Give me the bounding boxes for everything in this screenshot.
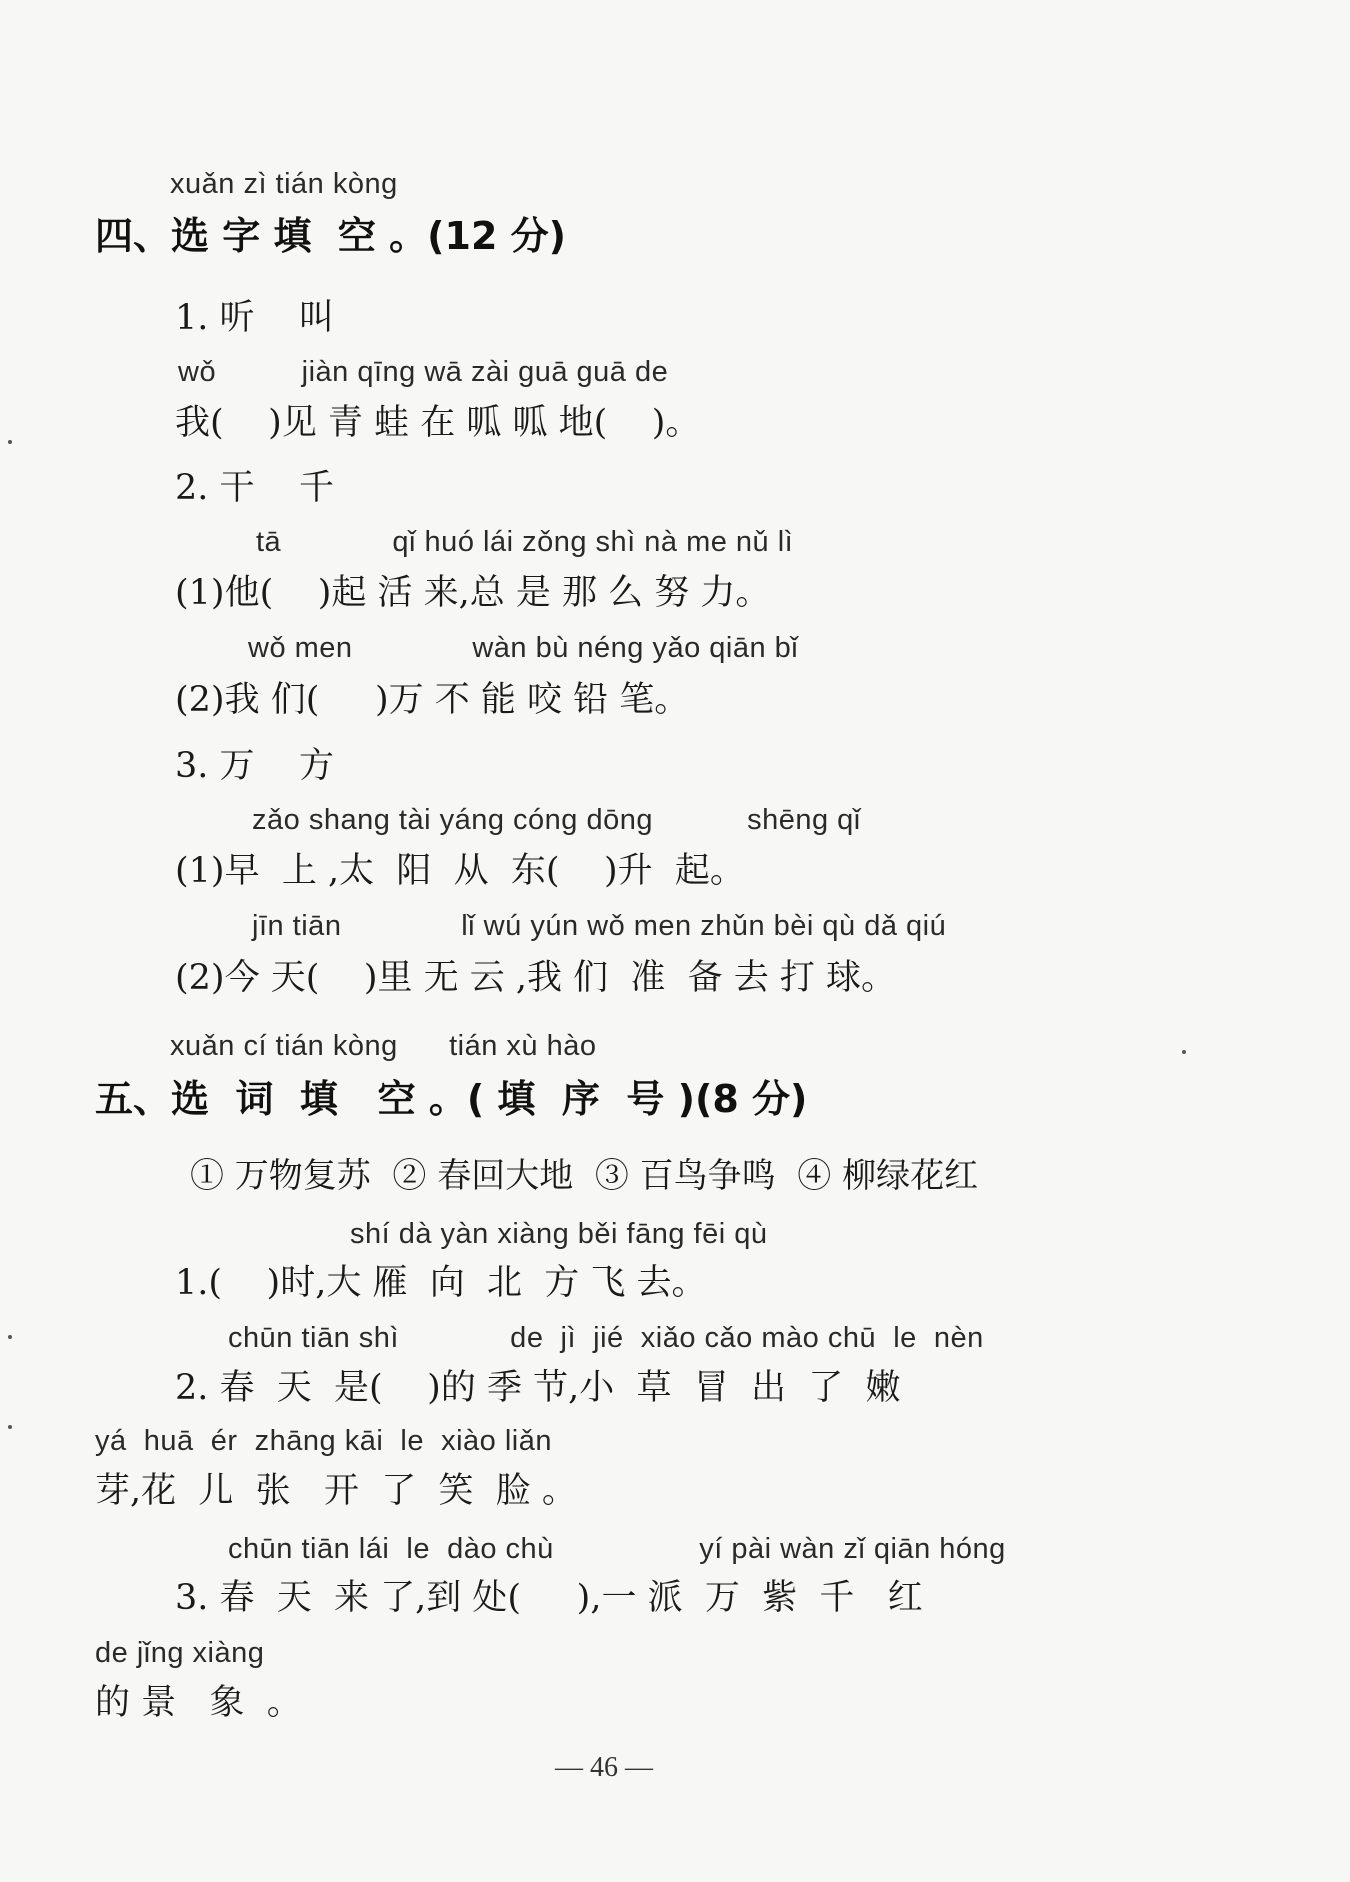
q4-1-choices: 1. 听 叫 [175,298,335,338]
q5-3-pinyin: chūn tiān lái le dào chù yí pài wàn zǐ qiān hóng [228,1533,1006,1565]
q4-3-2-sentence: (2)今 天( )里 无 云 ,我 们 准 备 去 打 球。 [175,958,897,998]
scan-speck [8,440,12,444]
scan-speck [8,1425,12,1429]
q4-3-2-pinyin: jīn tiān lǐ wú yún wǒ men zhǔn bèi qù dǎ qiú [252,910,947,942]
q4-2-2-pinyin: wǒ men wàn bù néng yǎo qiān bǐ [248,632,799,664]
section4-heading: 四、选 字 填 空 。(12 分) [95,214,566,258]
q5-3-sentence: 3. 春 天 来 了,到 处( ),一 派 万 紫 千 红 [175,1578,923,1618]
section5-pinyin: xuǎn cí tián kòng tián xù hào [170,1030,597,1062]
q5-1-sentence: 1.( )时,大 雁 向 北 方 飞 去。 [175,1263,707,1303]
q4-3-1-sentence: (1)早 上 ,太 阳 从 东( )升 起。 [175,851,745,891]
q4-1-sentence: 我( )见 青 蛙 在 呱 呱 地( )。 [175,403,701,443]
q5-2-pinyin: chūn tiān shì de jì jié xiǎo cǎo mào chū le nèn [228,1322,984,1354]
section4-pinyin: xuǎn zì tián kòng [170,168,398,200]
q4-2-1-sentence: (1)他( )起 活 来,总 是 那 么 努 力。 [175,573,771,613]
q5-3-cont-pinyin: de jǐng xiàng [95,1637,265,1669]
q4-3-choices: 3. 万 方 [175,746,335,786]
section5-heading: 五、选 词 填 空 。( 填 序 号 )(8 分) [95,1077,808,1121]
q4-3-1-pinyin: zǎo shang tài yáng cóng dōng shēng qǐ [252,804,861,836]
q5-2-cont: 芽,花 儿 张 开 了 笑 脸 。 [95,1471,577,1511]
q5-1-pinyin: shí dà yàn xiàng běi fāng fēi qù [350,1218,768,1250]
scan-speck [8,1335,12,1339]
scan-speck [1182,1050,1186,1054]
q4-1-pinyin: wǒ jiàn qīng wā zài guā guā de [178,356,669,388]
page-number: — 46 — [555,1752,653,1783]
word-options: ① 万物复苏 ② 春回大地 ③ 百鸟争鸣 ④ 柳绿花红 [190,1156,979,1196]
q5-2-sentence: 2. 春 天 是( )的 季 节,小 草 冒 出 了 嫩 [175,1368,901,1408]
q5-3-cont: 的 景 象 。 [95,1683,302,1723]
q4-2-choices: 2. 干 千 [175,468,335,508]
q4-2-1-pinyin: tā qǐ huó lái zǒng shì nà me nǔ lì [256,526,794,558]
q4-2-2-sentence: (2)我 们( )万 不 能 咬 铅 笔。 [175,680,690,720]
q5-2-cont-pinyin: yá huā ér zhāng kāi le xiào liǎn [95,1425,552,1457]
